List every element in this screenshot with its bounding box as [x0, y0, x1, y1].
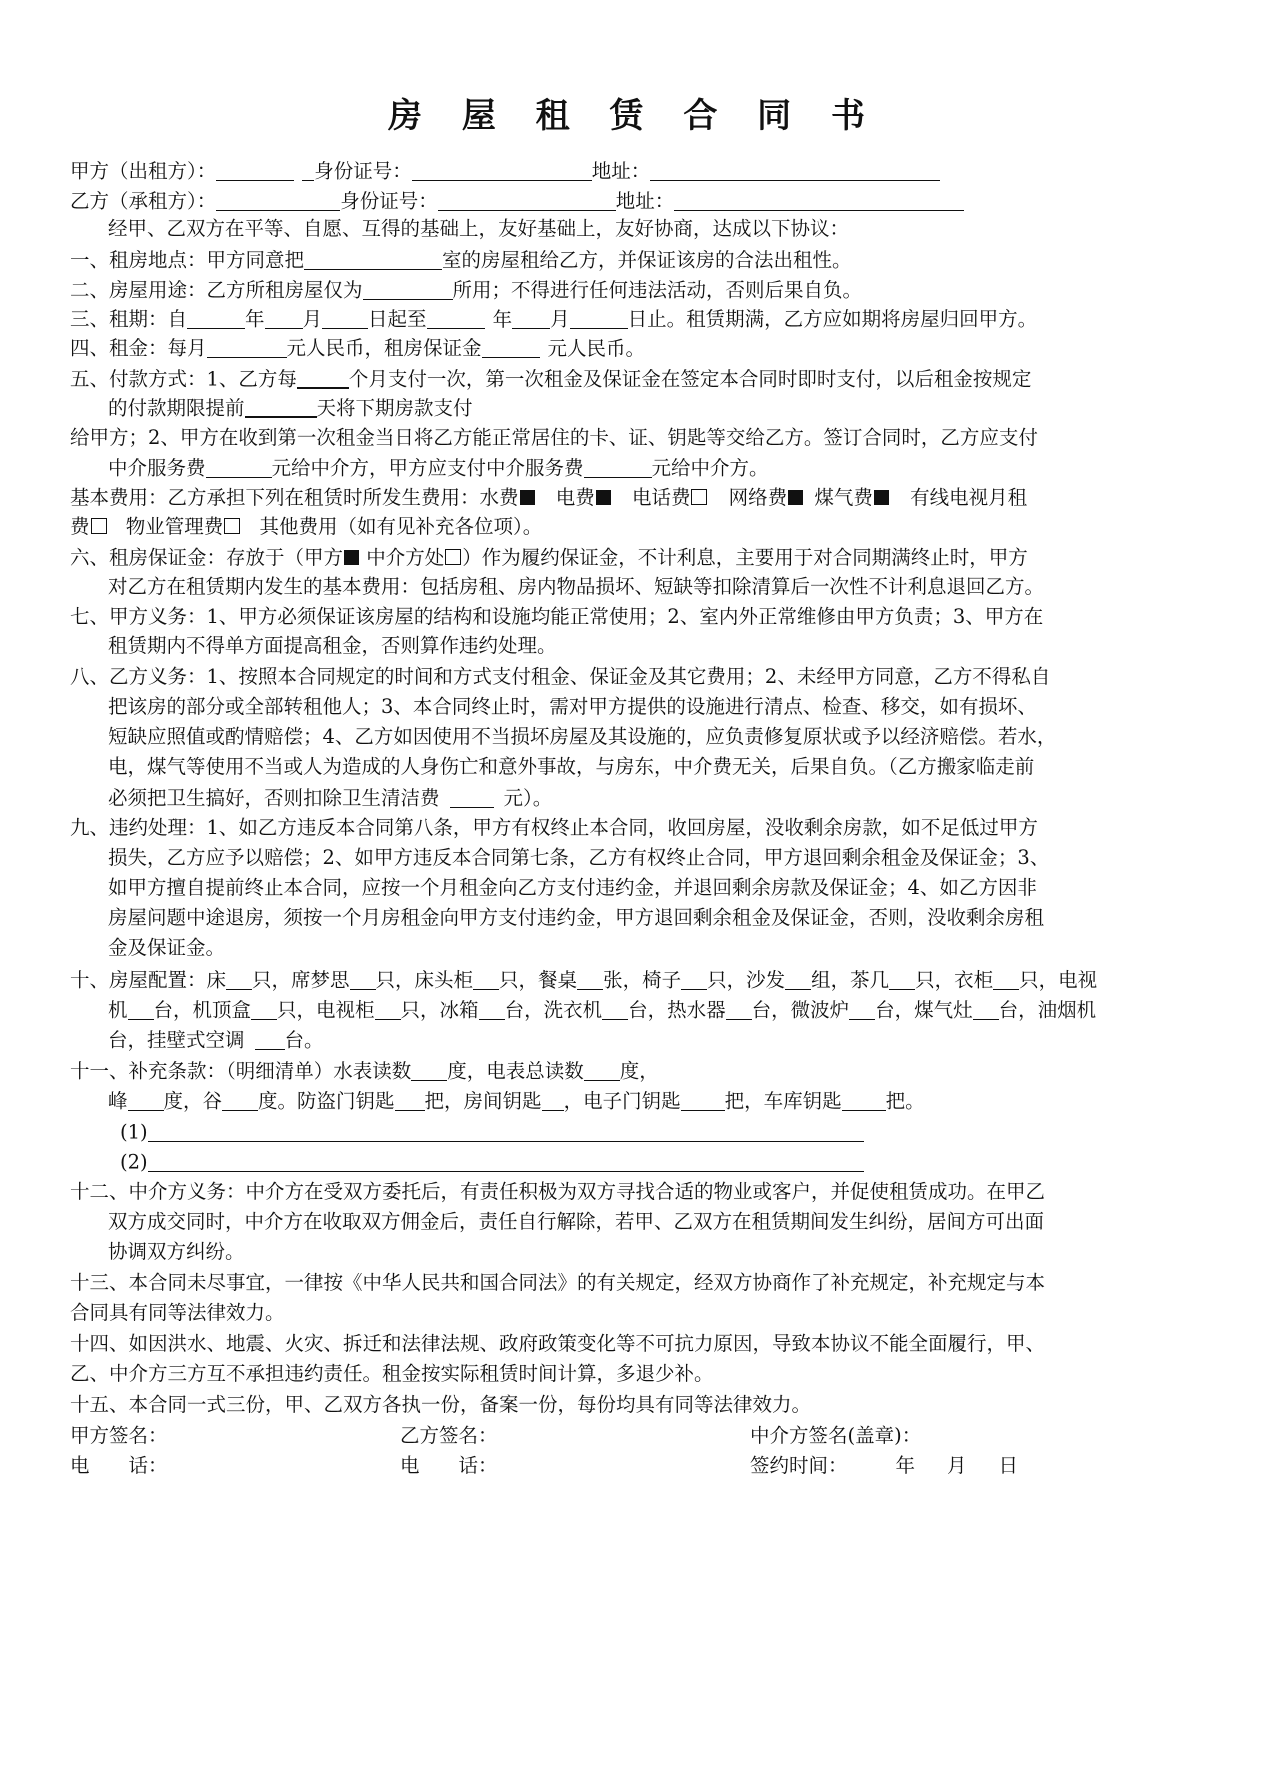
party-b-name-field[interactable]: [216, 190, 340, 211]
clause-9-line3: 如甲方擅自提前终止本合同，应按一个月租金向乙方支付违约金，并退回剩余房款及保证金；4、如乙方因非: [108, 876, 1037, 899]
clause-text: ）作为履约保证金，不计利息，主要用于对合同期满终止时，甲方: [462, 546, 1028, 569]
year-text: 年: [895, 1454, 916, 1477]
clause-4: [70, 337, 645, 358]
peak-reading-field[interactable]: [128, 1090, 164, 1111]
item-number: (2): [120, 1150, 148, 1174]
clause-11-line2: [108, 1090, 925, 1111]
clause-text: 台，热水器: [628, 998, 726, 1022]
clause-5-line1: [70, 367, 1031, 389]
clause-text: 一、租房地点：甲方同意把: [70, 248, 305, 272]
clause-text: 所用；不得进行任何违法活动，否则后果自负。: [452, 278, 863, 302]
table-count-field[interactable]: [577, 969, 603, 990]
clause-text: 二、房屋用途：乙方所租房屋仅为: [70, 278, 363, 302]
clause-5-line3: 给甲方；2、甲方在收到第一次租金当日将乙方能正常居住的卡、证、钥匙等交给乙方。签订合同时，乙方应支付: [70, 426, 1038, 449]
fee-label: 其他费用（如有见补充各位项）。: [259, 515, 543, 538]
fees-line1: [70, 488, 1027, 508]
clause-text: 元人民币，租房保证金: [286, 336, 482, 360]
clause-9-line5: 金及保证金。: [108, 936, 226, 959]
phone-fee-checkbox[interactable]: [691, 489, 707, 505]
party-a-id-field[interactable]: [412, 160, 592, 181]
security-door-keys-field[interactable]: [395, 1090, 425, 1111]
party-a-name-field[interactable]: [216, 160, 294, 181]
clause-text: 元给中介方，甲方应支付中介服务费: [271, 456, 584, 480]
address-label: 地址：: [591, 159, 651, 183]
microwave-count-field[interactable]: [849, 999, 875, 1020]
fee-label: 煤气费: [814, 486, 873, 509]
end-day-field[interactable]: [570, 308, 628, 329]
room-keys-field[interactable]: [542, 1090, 564, 1111]
fee-label: 费: [70, 515, 90, 538]
party-a-line: [70, 160, 940, 181]
bed-count-field[interactable]: [226, 969, 252, 990]
location-field[interactable]: [304, 249, 442, 270]
party-b-phone-label: 电 话：: [400, 1454, 498, 1477]
clause-text: 中介服务费: [108, 456, 206, 480]
clause-8-line1: 八、乙方义务：1、按照本合同规定的时间和方式支付租金、保证金及其它费用；2、未经甲方同意，乙方不得私自: [70, 665, 1051, 688]
deposit-field[interactable]: [482, 337, 540, 358]
fee-label: 电费: [555, 486, 595, 509]
mattress-count-field[interactable]: [350, 969, 376, 990]
id-label: 身份证号：: [340, 189, 438, 213]
clause-7-line2: 租赁期内不得单方面提高租金，否则算作违约处理。: [108, 634, 557, 657]
year-text: 年: [245, 307, 265, 331]
clause-9-line4: 房屋问题中途退房，须按一个月房租金向甲方支付违约金，甲方退回剩余租金及保证金，否则，没收剩余房租: [108, 906, 1045, 929]
landlord-agency-fee-field[interactable]: [584, 457, 652, 478]
clause-1: [70, 249, 852, 270]
clause-9-line1: 九、违约处理：1、如乙方违反本合同第八条，甲方有权终止本合同，收回房屋，没收剩余房款，如不足低过甲方: [70, 816, 1038, 839]
party-b-signature-label: 乙方签名：: [400, 1424, 498, 1447]
sign-date-label: 签约时间：: [750, 1454, 848, 1477]
clause-12-line2: 双方成交同时，中介方在收取双方佣金后，责任自行解除，若甲、乙双方在租赁期间发生纠纷，居间方可出面: [108, 1210, 1045, 1233]
clause-8-line4: 电，煤气等使用不当或人为造成的人身伤亡和意外事故，与房东，中介费无关，后果自负。（乙方搬家临走前: [108, 755, 1035, 778]
chair-count-field[interactable]: [681, 969, 707, 990]
clause-text: 日起至: [368, 307, 427, 331]
tv-count-field[interactable]: [128, 999, 154, 1020]
clause-14-line1: 十四、如因洪水、地震、火灾、拆迁和法律法规、政府政策变化等不可抗力原因，导致本协议不能全面履行，甲、: [70, 1332, 1046, 1355]
clause-text: 台。: [284, 1028, 324, 1052]
fees-line2: [70, 517, 542, 537]
clause-text: ，电子门钥匙: [563, 1089, 681, 1113]
clause-text: 组，茶几: [811, 968, 890, 992]
clause-8-line5: [108, 787, 552, 808]
party-b-line: [70, 190, 964, 211]
clause-text: 中介方处: [366, 546, 445, 569]
monthly-rent-field[interactable]: [207, 337, 287, 358]
fee-label: 物业管理费: [125, 515, 224, 538]
electricity-fee-checkbox[interactable]: [596, 490, 611, 505]
clause-6-line1: [70, 548, 1028, 568]
clause-11-line1: [70, 1060, 659, 1081]
supplement-1-field[interactable]: [148, 1121, 864, 1142]
clause-8-line2: 把该房的部分或全部转租他人；3、本合同终止时，需对甲方提供的设施进行清点、检查、移交，如有损坏、: [108, 695, 1037, 718]
clause-text: 只，餐桌: [499, 968, 578, 992]
gas-stove-count-field[interactable]: [973, 999, 999, 1020]
fee-label: 电话费: [631, 486, 691, 509]
sign-date: [750, 1456, 1018, 1476]
water-meter-field[interactable]: [411, 1060, 447, 1081]
start-day-field[interactable]: [322, 308, 368, 329]
party-a-signature-label: 甲方签名：: [70, 1424, 168, 1447]
page-title: 房 屋 租 赁 合 同 书: [387, 96, 880, 136]
supplement-2-field[interactable]: [148, 1151, 864, 1172]
nightstand-count-field[interactable]: [473, 969, 499, 990]
supplement-item-1: [120, 1121, 864, 1142]
clause-12-line3: 协调双方纠纷。: [108, 1240, 245, 1263]
clause-6-line2: 对乙方在租赁期内发生的基本费用：包括房租、房内物品损坏、短缺等扣除清算后一次性不计利息退回乙方。: [108, 575, 1045, 598]
clause-13-line2: 合同具有同等法律效力。: [70, 1301, 285, 1324]
ac-count-field[interactable]: [255, 1029, 285, 1050]
electronic-door-keys-field[interactable]: [681, 1090, 725, 1111]
clause-12-line1: 十二、中介方义务：中介方在受双方委托后，有责任积极为双方寻找合适的物业或客户，并促使租赁成功。在甲乙: [70, 1180, 1046, 1203]
clause-text: 台，挂壁式空调: [108, 1028, 245, 1052]
clause-text: 度。防盗门钥匙: [258, 1089, 395, 1113]
party-a-label: 甲方（出租方）：: [70, 159, 217, 183]
clause-text: 张，椅子: [603, 968, 682, 992]
month-text: 月: [947, 1454, 967, 1477]
clause-text: 元）。: [503, 786, 553, 810]
item-number: (1): [120, 1120, 148, 1144]
clause-text: 十一、补充条款：（明细清单）水表读数: [70, 1059, 412, 1083]
clause-3: [70, 308, 1037, 329]
clause-text: 三、租期：自: [70, 307, 188, 331]
party-b-id-field[interactable]: [438, 190, 616, 211]
pay-months-field[interactable]: [297, 367, 349, 389]
clause-text: 台，微波炉: [751, 998, 850, 1022]
clause-text: 台，机顶盒: [153, 998, 252, 1022]
clause-10-line2: [108, 999, 1096, 1020]
start-month-field[interactable]: [265, 308, 303, 329]
valley-reading-field[interactable]: [222, 1090, 258, 1111]
blank: [302, 160, 314, 181]
day-text: 日: [998, 1454, 1019, 1477]
fee-label: 网络费: [728, 486, 788, 509]
clause-text: 只，电视: [1019, 968, 1098, 992]
party-b-label: 乙方（承租方）：: [70, 189, 217, 213]
party-a-address-field[interactable]: [650, 160, 940, 181]
clause-10-line1: [70, 969, 1097, 990]
clause-text: 必须把卫生搞好，否则扣除卫生清洁费: [108, 786, 440, 810]
party-a-phone-label: 电 话：: [70, 1454, 168, 1477]
internet-fee-checkbox[interactable]: [788, 490, 803, 505]
advance-days-field[interactable]: [245, 396, 317, 418]
water-fee-checkbox[interactable]: [520, 490, 535, 505]
cable-tv-fee-checkbox[interactable]: [91, 518, 107, 534]
start-year-field[interactable]: [187, 308, 245, 329]
electric-meter-field[interactable]: [584, 1060, 620, 1081]
deposit-landlord-checkbox[interactable]: [344, 550, 359, 565]
clause-text: 把，房间钥匙: [424, 1089, 542, 1113]
clause-9-line2: 损失，乙方应予以赔偿；2、如甲方违反本合同第七条，乙方有权终止合同，甲方退回剩余租金及保证金；3、: [108, 846, 1050, 869]
tea-table-count-field[interactable]: [889, 969, 915, 990]
agency-signature-label: 中介方签名(盖章)：: [750, 1424, 922, 1447]
clause-text: 元人民币。: [547, 336, 646, 360]
clause-text: 天将下期房款支付: [316, 396, 473, 420]
clause-15: 十五、本合同一式三份，甲、乙双方各执一份，备案一份，每份均具有同等法律效力。: [70, 1393, 812, 1416]
clause-text: 四、租金：每月: [70, 336, 207, 360]
clause-14-line2: 乙、中介方三方互不承担违约责任。租金按实际租赁时间计算，多退少补。: [70, 1362, 714, 1385]
clause-text: 度，谷: [163, 1089, 223, 1113]
clause-text: 台，油烟机: [998, 998, 1097, 1022]
clause-text: 基本费用：乙方承担下列在租赁时所发生费用：水费: [70, 486, 519, 509]
gas-fee-checkbox[interactable]: [874, 490, 889, 505]
clause-text: 只，冰箱: [400, 998, 479, 1022]
clause-8-line3: 短缺应照值或酌情赔偿；4、乙方如因使用不当损坏房屋及其设施的，应负责修复原状或予以经济赔偿。若水，: [108, 725, 1057, 748]
party-b-address-field[interactable]: [674, 190, 964, 211]
clause-text: 元给中介方。: [651, 456, 769, 480]
clause-text: 只，衣柜: [915, 968, 994, 992]
month-text: 月: [550, 307, 570, 331]
clause-13-line1: 十三、本合同未尽事宜，一律按《中华人民共和国合同法》的有关规定，经双方协商作了补充规定，补充规定与本: [70, 1271, 1046, 1294]
year-text: 年: [492, 307, 513, 331]
clause-text: 峰: [108, 1089, 128, 1113]
clause-text: 台，煤气灶: [875, 998, 973, 1022]
clause-text: 度，: [619, 1059, 659, 1083]
clause-5-line4: [108, 457, 769, 478]
id-label: 身份证号：: [314, 159, 412, 183]
cleaning-fee-field[interactable]: [450, 787, 494, 808]
tenant-agency-fee-field[interactable]: [206, 457, 272, 478]
usage-field[interactable]: [363, 279, 453, 300]
tv-cabinet-count-field[interactable]: [375, 999, 401, 1020]
month-text: 月: [302, 307, 323, 331]
clause-10-line3: [108, 1029, 324, 1050]
wardrobe-count-field[interactable]: [993, 969, 1019, 990]
garage-keys-field[interactable]: [842, 1090, 886, 1111]
clause-text: 室的房屋租给乙方，并保证该房的合法出租性。: [442, 248, 852, 272]
fee-label: 有线电视月租: [910, 486, 1028, 509]
clause-text: 只，床头柜: [375, 968, 474, 992]
clause-text: 个月支付一次，第一次租金及保证金在签定本合同时即时支付，以后租金按规定: [348, 367, 1032, 391]
fridge-count-field[interactable]: [479, 999, 505, 1020]
end-month-field[interactable]: [512, 308, 550, 329]
supplement-item-2: [120, 1151, 864, 1172]
clause-text: 六、租房保证金：存放于（甲方: [70, 546, 344, 569]
clause-7-line1: 七、甲方义务：1、甲方必须保证该房屋的结构和设施均能正常使用；2、室内外正常维修由甲方负责；3、甲方在: [70, 605, 1044, 628]
clause-text: 日止。租赁期满，乙方应如期将房屋归回甲方。: [627, 307, 1038, 331]
clause-text: 十、房屋配置：床: [70, 968, 227, 992]
clause-text: 把，车库钥匙: [724, 1089, 842, 1113]
clause-5-line2: [108, 396, 473, 418]
water-heater-count-field[interactable]: [726, 999, 752, 1020]
clause-text: 只，席梦思: [252, 968, 350, 992]
clause-text: 五、付款方式：1、乙方每: [70, 367, 297, 391]
end-year-field[interactable]: [427, 308, 485, 329]
clause-text: 度，电表总读数: [447, 1059, 584, 1083]
address-label: 地址：: [615, 189, 675, 213]
clause-text: 只，电视柜: [277, 998, 375, 1022]
deposit-agency-checkbox[interactable]: [445, 549, 461, 565]
clause-text: 机: [108, 998, 128, 1022]
sofa-count-field[interactable]: [785, 969, 811, 990]
management-fee-checkbox[interactable]: [224, 518, 240, 534]
intro-text: 经甲、乙双方在平等、自愿、互得的基础上，友好基础上，友好协商，达成以下协议：: [108, 217, 850, 240]
clause-text: 台，洗衣机: [504, 998, 603, 1022]
settop-box-count-field[interactable]: [251, 999, 277, 1020]
clause-2: [70, 279, 862, 300]
washer-count-field[interactable]: [602, 999, 628, 1020]
clause-text: 把。: [885, 1089, 925, 1113]
clause-text: 只，沙发: [707, 968, 786, 992]
clause-text: 的付款期限提前: [108, 396, 245, 420]
